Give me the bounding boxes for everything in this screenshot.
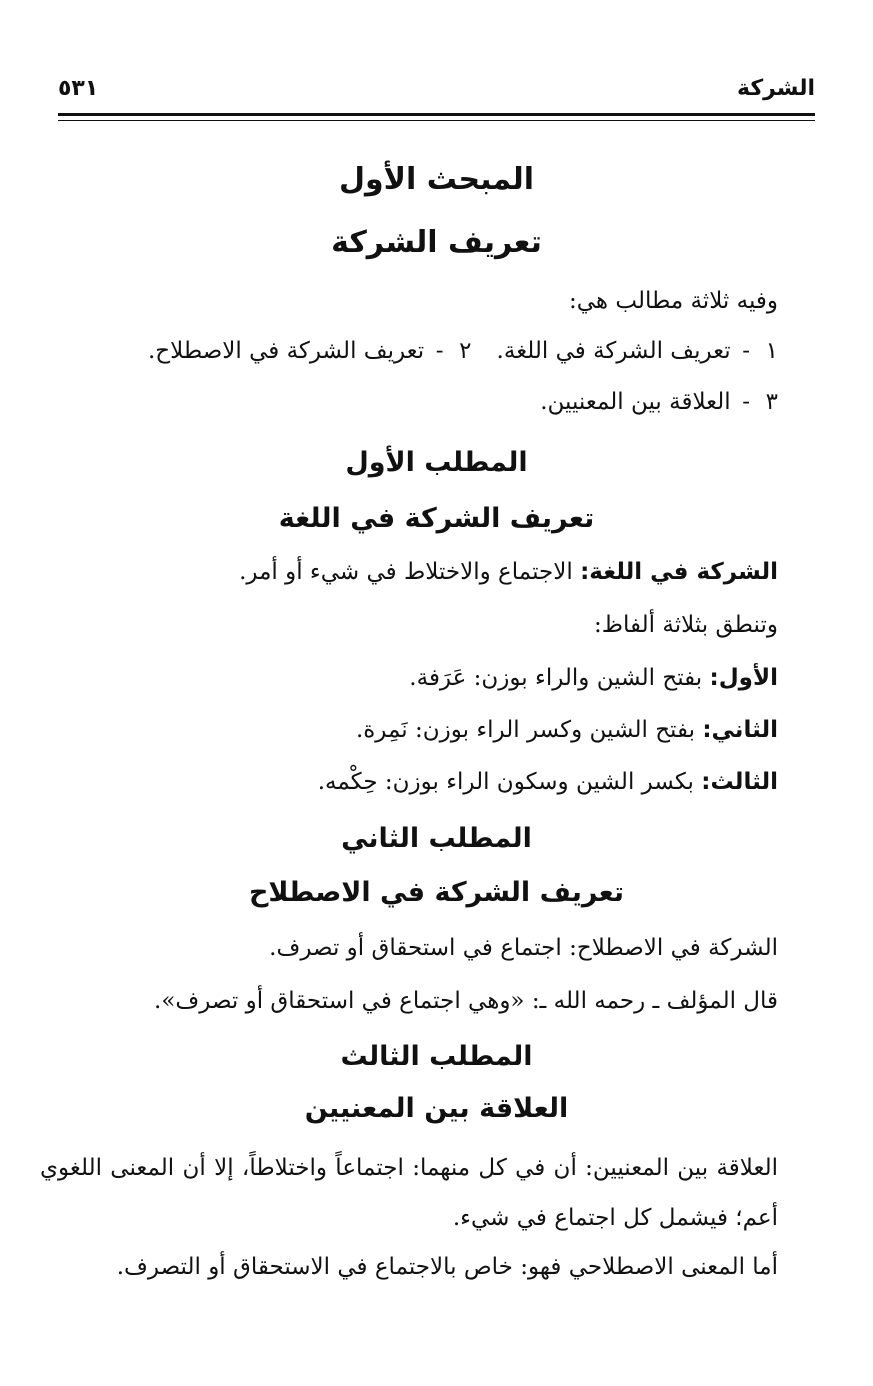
subsection-heading-1: المطلب الأول — [345, 447, 528, 478]
list-item: ٢- تعريف الشركة في الاصطلاح. — [148, 334, 471, 368]
list-item-text: تعريف الشركة في اللغة. — [496, 338, 731, 364]
intro-line: وفيه ثلاثة مطالب هي: — [569, 288, 778, 314]
definition-line — [58, 555, 778, 589]
running-title: الشركة — [736, 76, 815, 101]
relation-paragraph: العلاقة بين المعنيين: أن في كل منهما: اجتماعاً واختلاطاً، إلا أن المعنى اللغوي أعم؛ فيشمل كل اجتماع في شيء. — [40, 1155, 778, 1231]
definition-term: الشركة في اللغة: — [580, 559, 778, 585]
subsection-title-2: تعريف الشركة في الاصطلاح — [248, 877, 625, 908]
pronunciations-intro: وتنطق بثلاثة ألفاظ: — [594, 612, 778, 638]
form-line-1 — [58, 661, 778, 695]
form-line-3 — [58, 765, 778, 799]
list-item-number: ٣ — [765, 389, 778, 415]
section-heading: المبحث الأول — [338, 162, 535, 197]
list-item-text: العلاقة بين المعنيين. — [540, 389, 731, 415]
subsection-heading-2: المطلب الثاني — [341, 823, 532, 854]
page-number: ٥٣١ — [58, 76, 99, 101]
subsection-title-1: تعريف الشركة في اللغة — [278, 503, 595, 534]
list-item-number: ٢ — [459, 338, 472, 364]
closing-line: أما المعنى الاصطلاحي فهو: خاص بالاجتماع في الاستحقاق أو التصرف. — [116, 1254, 778, 1280]
page-header — [58, 76, 815, 106]
terminology-line: الشركة في الاصطلاح: اجتماع في استحقاق أو تصرف. — [269, 935, 778, 961]
form-label: الثاني: — [702, 717, 778, 743]
form-label: الثالث: — [701, 769, 778, 795]
form-text: بكسر الشين وسكون الراء بوزن: حِكْمه. — [317, 769, 694, 795]
form-text: بفتح الشين والراء بوزن: عَرَفة. — [409, 665, 703, 691]
subsection-heading-3: المطلب الثالث — [340, 1041, 533, 1072]
list-item-number: ١ — [765, 338, 778, 364]
section-title: تعريف الشركة — [331, 225, 542, 260]
author-quote-line: قال المؤلف ـ رحمه الله ـ: «وهي اجتماع في استحقاق أو تصرف». — [154, 988, 778, 1014]
list-row-2: ٣- العلاقة بين المعنيين. — [58, 385, 778, 419]
form-line-2 — [58, 713, 778, 747]
definition-text: الاجتماع والاختلاط في شيء أو أمر. — [239, 559, 573, 585]
list-row-1: ١- تعريف الشركة في اللغة. ٢- تعريف الشركة في الاصطلاح. — [58, 334, 778, 368]
header-rule-thick — [58, 113, 815, 116]
list-item-text: تعريف الشركة في الاصطلاح. — [148, 338, 425, 364]
form-text: بفتح الشين وكسر الراء بوزن: نَمِرة. — [355, 717, 696, 743]
header-rule-thin — [58, 120, 815, 121]
form-label: الأول: — [709, 665, 778, 691]
subsection-title-3: العلاقة بين المعنيين — [304, 1093, 569, 1124]
